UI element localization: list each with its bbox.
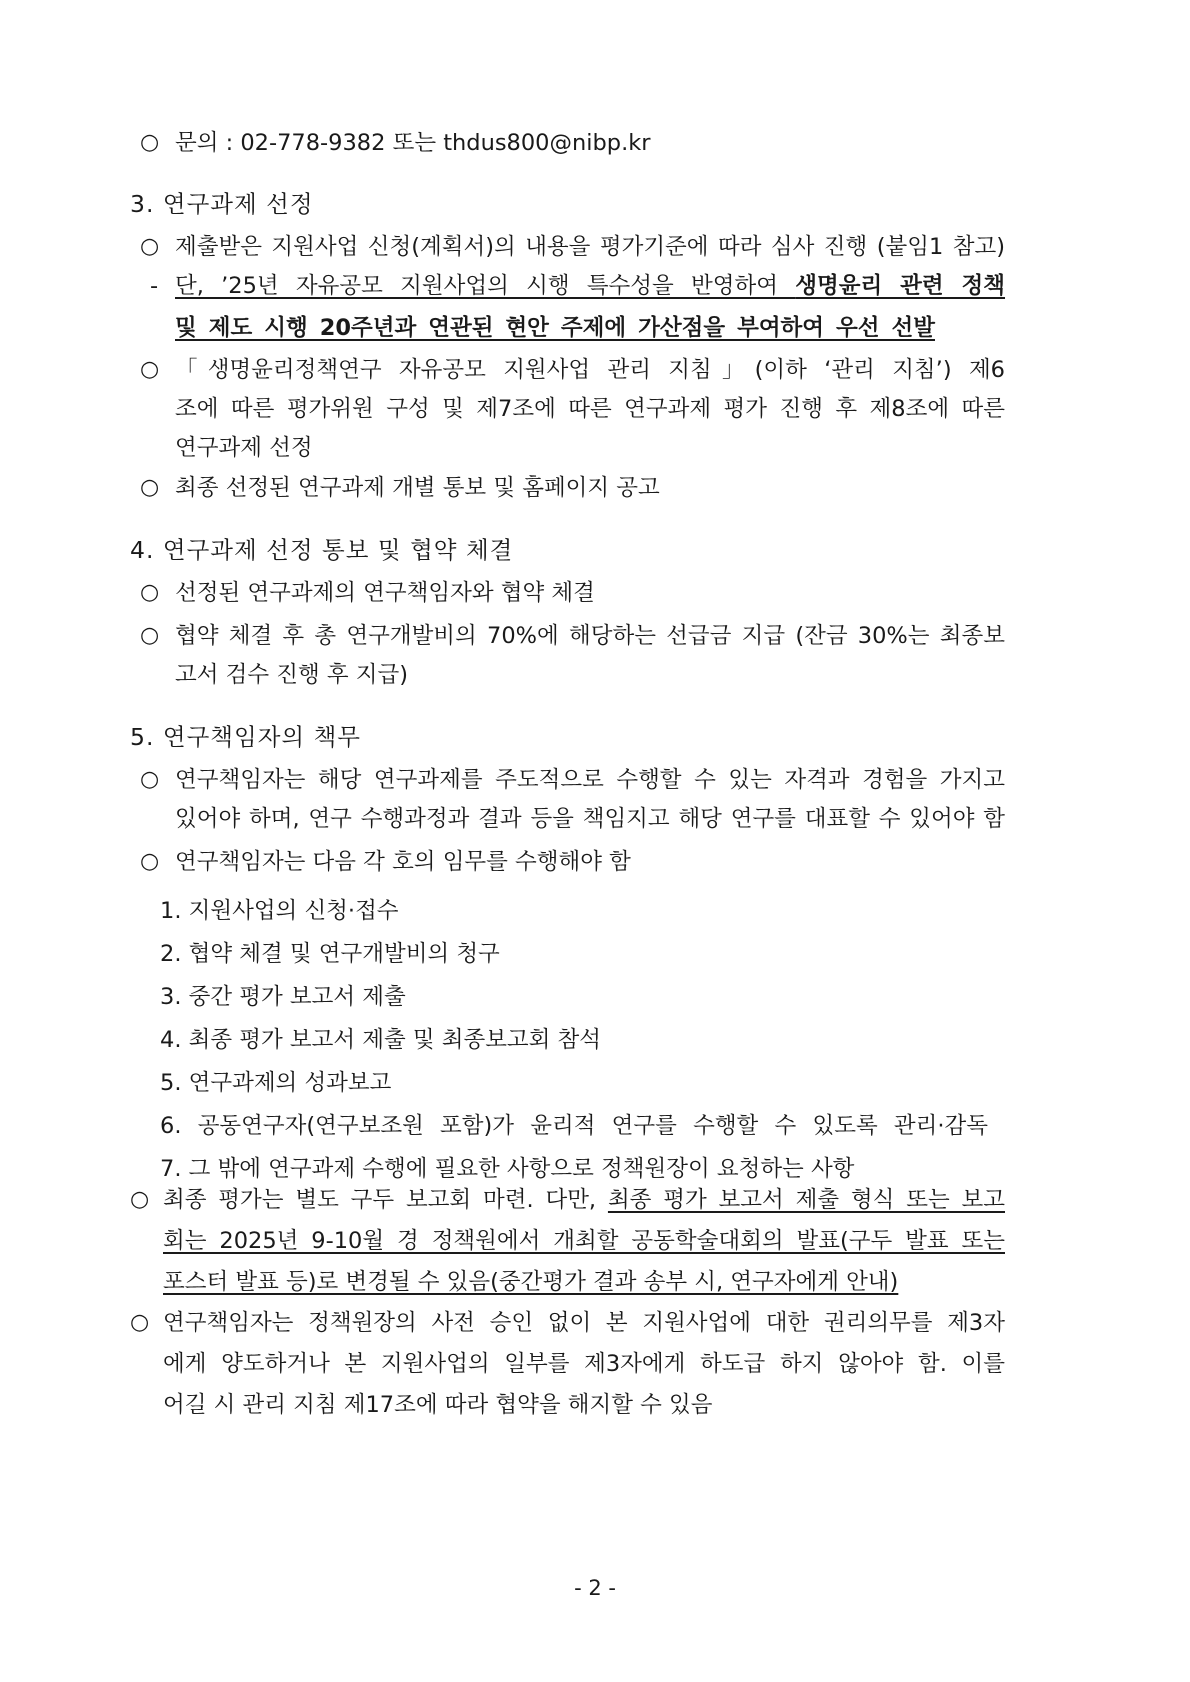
sec5-p3-line3: [163, 1267, 898, 1297]
bullet-icon: ○: [140, 767, 160, 792]
sec3-p2-line2: 조에 따른 평가위원 구성 및 제7조에 따른 연구과제 평가 진행 후 제8조에 따른: [175, 396, 1005, 422]
bullet-icon: ○: [140, 623, 160, 648]
bullet-icon: ○: [140, 475, 160, 500]
duty-item-2: 2. 협약 체결 및 연구개발비의 청구: [160, 941, 500, 967]
duty-item-3: 3. 중간 평가 보고서 제출: [160, 984, 406, 1010]
sec5-p4-line1: 연구책임자는 정책원장의 사전 승인 없이 본 지원사업에 대한 권리의무를 제3자: [163, 1310, 1005, 1336]
p3-line3-underlined: 포스터 발표 등)로 변경될 수 있음(중간평가 결과 송부 시, 연구자에게 안내): [163, 1269, 899, 1295]
sec5-p3-line1: [163, 1185, 1005, 1215]
sec3-p2-line3: 연구과제 선정: [175, 435, 313, 461]
section-4-title: 4. 연구과제 선정 통보 및 협약 체결: [130, 536, 514, 564]
duty-item-6: 6. 공동연구자(연구보조원 포함)가 윤리적 연구를 수행할 수 있도록 관리·감독: [160, 1113, 988, 1139]
contact-line: 문의 : 02-778-9382 또는 thdus800@nibp.kr: [175, 130, 651, 156]
sec4-p2-line1: 협약 체결 후 총 연구개발비의 70%에 해당하는 선급금 지급 (잔금 30%는 최종보: [175, 623, 1005, 649]
bullet-icon: ○: [140, 357, 160, 382]
bullet-icon: ○: [140, 130, 160, 155]
sub-text-bold-2: 및 제도 시행 20주년과 연관된 현안 주제에 가산점을 부여하여 우선 선발: [175, 315, 935, 341]
duty-item-1: 1. 지원사업의 신청·접수: [160, 898, 399, 924]
sec5-p1-line1: 연구책임자는 해당 연구과제를 주도적으로 수행할 수 있는 자격과 경험을 가지고: [175, 767, 1005, 793]
p3-line2-underlined: 회는 2025년 9-10월 경 정책원에서 개최할 공동학술대회의 발표(구두 발표 또는: [163, 1228, 1005, 1254]
page-number: - 2 -: [574, 1576, 616, 1600]
sec5-p2: 연구책임자는 다음 각 호의 임무를 수행해야 함: [175, 849, 631, 875]
section-3-title: 3. 연구과제 선정: [130, 190, 314, 218]
sec3-p1-sub-line1: [175, 271, 1005, 301]
sec3-p3: 최종 선정된 연구과제 개별 통보 및 홈페이지 공고: [175, 475, 660, 501]
duty-item-5: 5. 연구과제의 성과보고: [160, 1070, 392, 1096]
dash-marker: -: [150, 273, 159, 299]
sec4-p2-line2: 고서 검수 진행 후 지급): [175, 662, 409, 688]
p3-text-plain: 최종 평가는 별도 구두 보고회 마련. 다만,: [163, 1187, 608, 1213]
duty-item-7: 7. 그 밖에 연구과제 수행에 필요한 사항으로 정책원장이 요청하는 사항: [160, 1156, 855, 1182]
sec3-p1: 제출받은 지원사업 신청(계획서)의 내용을 평가기준에 따라 심사 진행 (붙임1 참고): [175, 234, 1005, 260]
sec5-p1-line2: 있어야 하며, 연구 수행과정과 결과 등을 책임지고 해당 연구를 대표할 수 있어야 함: [175, 806, 1005, 832]
bullet-icon: ○: [140, 580, 160, 605]
sec5-p3-line2: [163, 1226, 1005, 1256]
bullet-icon: ○: [140, 234, 160, 259]
sec3-p2-line1: 「생명윤리정책연구 자유공모 지원사업 관리 지침」(이하 ‘관리 지침’) 제6: [175, 357, 1005, 383]
sec4-p1: 선정된 연구과제의 연구책임자와 협약 체결: [175, 580, 595, 606]
sub-text-bold: 생명윤리 관련 정책: [795, 273, 1006, 299]
p3-text-underlined: 최종 평가 보고서 제출 형식 또는 보고: [607, 1187, 1005, 1213]
sec5-p4-line2: 에게 양도하거나 본 지원사업의 일부를 제3자에게 하도급 하지 않아야 함. 이를: [163, 1351, 1005, 1377]
duty-item-4: 4. 최종 평가 보고서 제출 및 최종보고회 참석: [160, 1027, 602, 1053]
bullet-icon: ○: [140, 849, 160, 874]
bullet-icon: ○: [130, 1187, 150, 1212]
sec3-p1-sub-line2: [175, 313, 935, 343]
bullet-icon: ○: [130, 1310, 150, 1335]
sub-text-underlined: 단, ’25년 자유공모 지원사업의 시행 특수성을 반영하여: [175, 273, 796, 299]
section-5-title: 5. 연구책임자의 책무: [130, 723, 361, 751]
sec5-p4-line3: 어길 시 관리 지침 제17조에 따라 협약을 해지할 수 있음: [163, 1392, 713, 1418]
